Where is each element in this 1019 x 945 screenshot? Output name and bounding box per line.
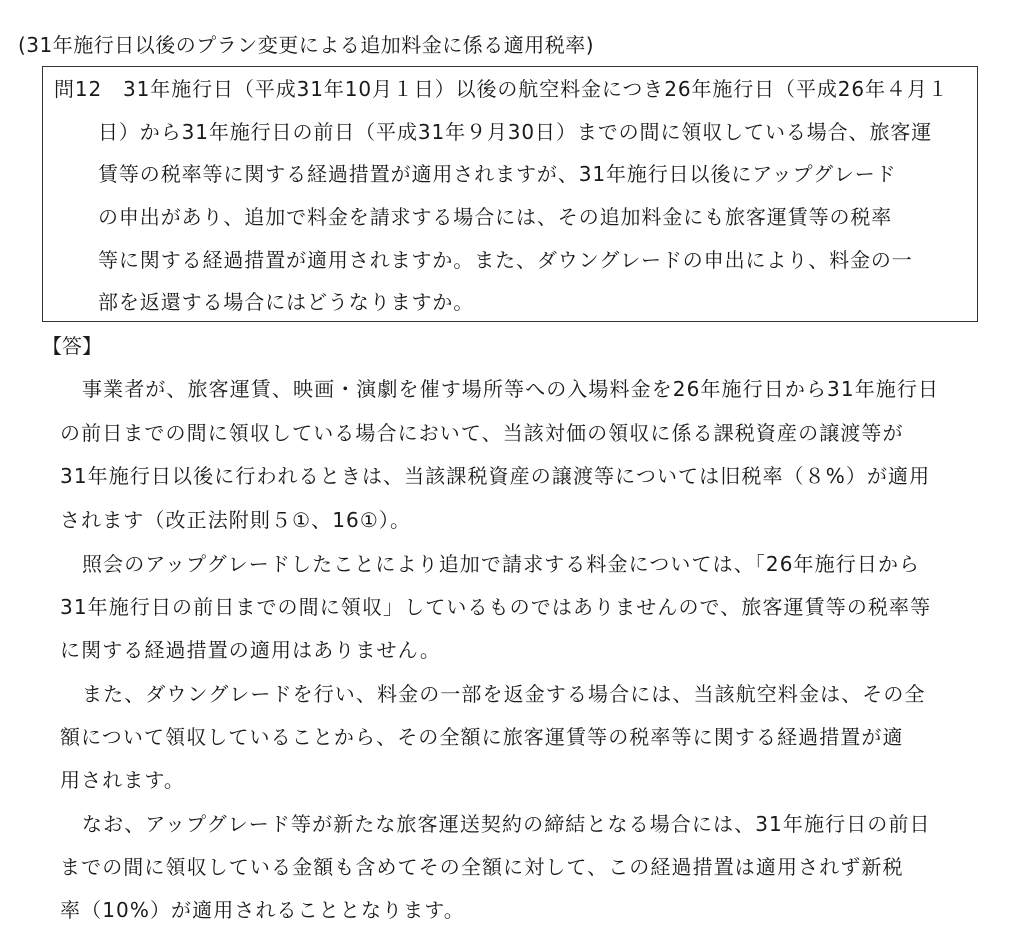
question-line-4: の申出があり、追加で料金を請求する場合には、その追加料金にも旅客運賃等の税率 [98, 205, 893, 229]
question-line-6: 部を返還する場合にはどうなりますか。 [98, 290, 475, 314]
section-heading: (31年施行日以後のプラン変更による追加料金に係る適用税率) [18, 33, 595, 57]
answer-line-3: 31年施行日以後に行われるときは、当該課税資産の譲渡等については旧税率（８%）が適用 [60, 464, 931, 488]
question-line-1: 問12 31年施行日（平成31年10月１日）以後の航空料金につき26年施行日（平成26年４月１ [54, 77, 949, 101]
answer-line-8: また、ダウングレードを行い、料金の一部を返金する場合には、当該航空料金は、その全 [82, 682, 926, 706]
answer-line-10: 用されます。 [60, 768, 185, 792]
answer-line-12: までの間に領収している金額も含めてその全額に対して、この経過措置は適用されず新税 [60, 855, 904, 879]
answer-line-1: 事業者が、旅客運賃、映画・演劇を催す場所等への入場料金を26年施行日から31年施行日 [82, 377, 940, 401]
answer-label: 【答】 [42, 334, 102, 358]
question-line-5: 等に関する経過措置が適用されますか。また、ダウングレードの申出により、料金の一 [98, 248, 913, 272]
answer-line-11: なお、アップグレード等が新たな旅客運送契約の締結となる場合には、31年施行日の前日 [82, 812, 931, 836]
question-line-2: 日）から31年施行日の前日（平成31年９月30日）までの間に領収している場合、旅客運 [98, 120, 933, 144]
answer-line-5: 照会のアップグレードしたことにより追加で請求する料金については、「26年施行日から [82, 552, 921, 576]
answer-line-2: の前日までの間に領収している場合において、当該対価の領収に係る課税資産の譲渡等が [60, 421, 904, 445]
answer-line-6: 31年施行日の前日までの間に領収」しているものではありませんので、旅客運賃等の税率等 [60, 595, 932, 619]
question-box [42, 66, 978, 322]
answer-line-7: に関する経過措置の適用はありません。 [60, 638, 441, 662]
answer-line-4: されます（改正法附則５①、16①）。 [60, 508, 412, 532]
question-line-3: 賃等の税率等に関する経過措置が適用されますが、31年施行日以後にアップグレード [98, 162, 897, 186]
answer-line-9: 額について領収していることから、その全額に旅客運賃等の税率等に関する経過措置が適 [60, 725, 904, 749]
answer-line-13: 率（10%）が適用されることとなります。 [60, 898, 465, 922]
